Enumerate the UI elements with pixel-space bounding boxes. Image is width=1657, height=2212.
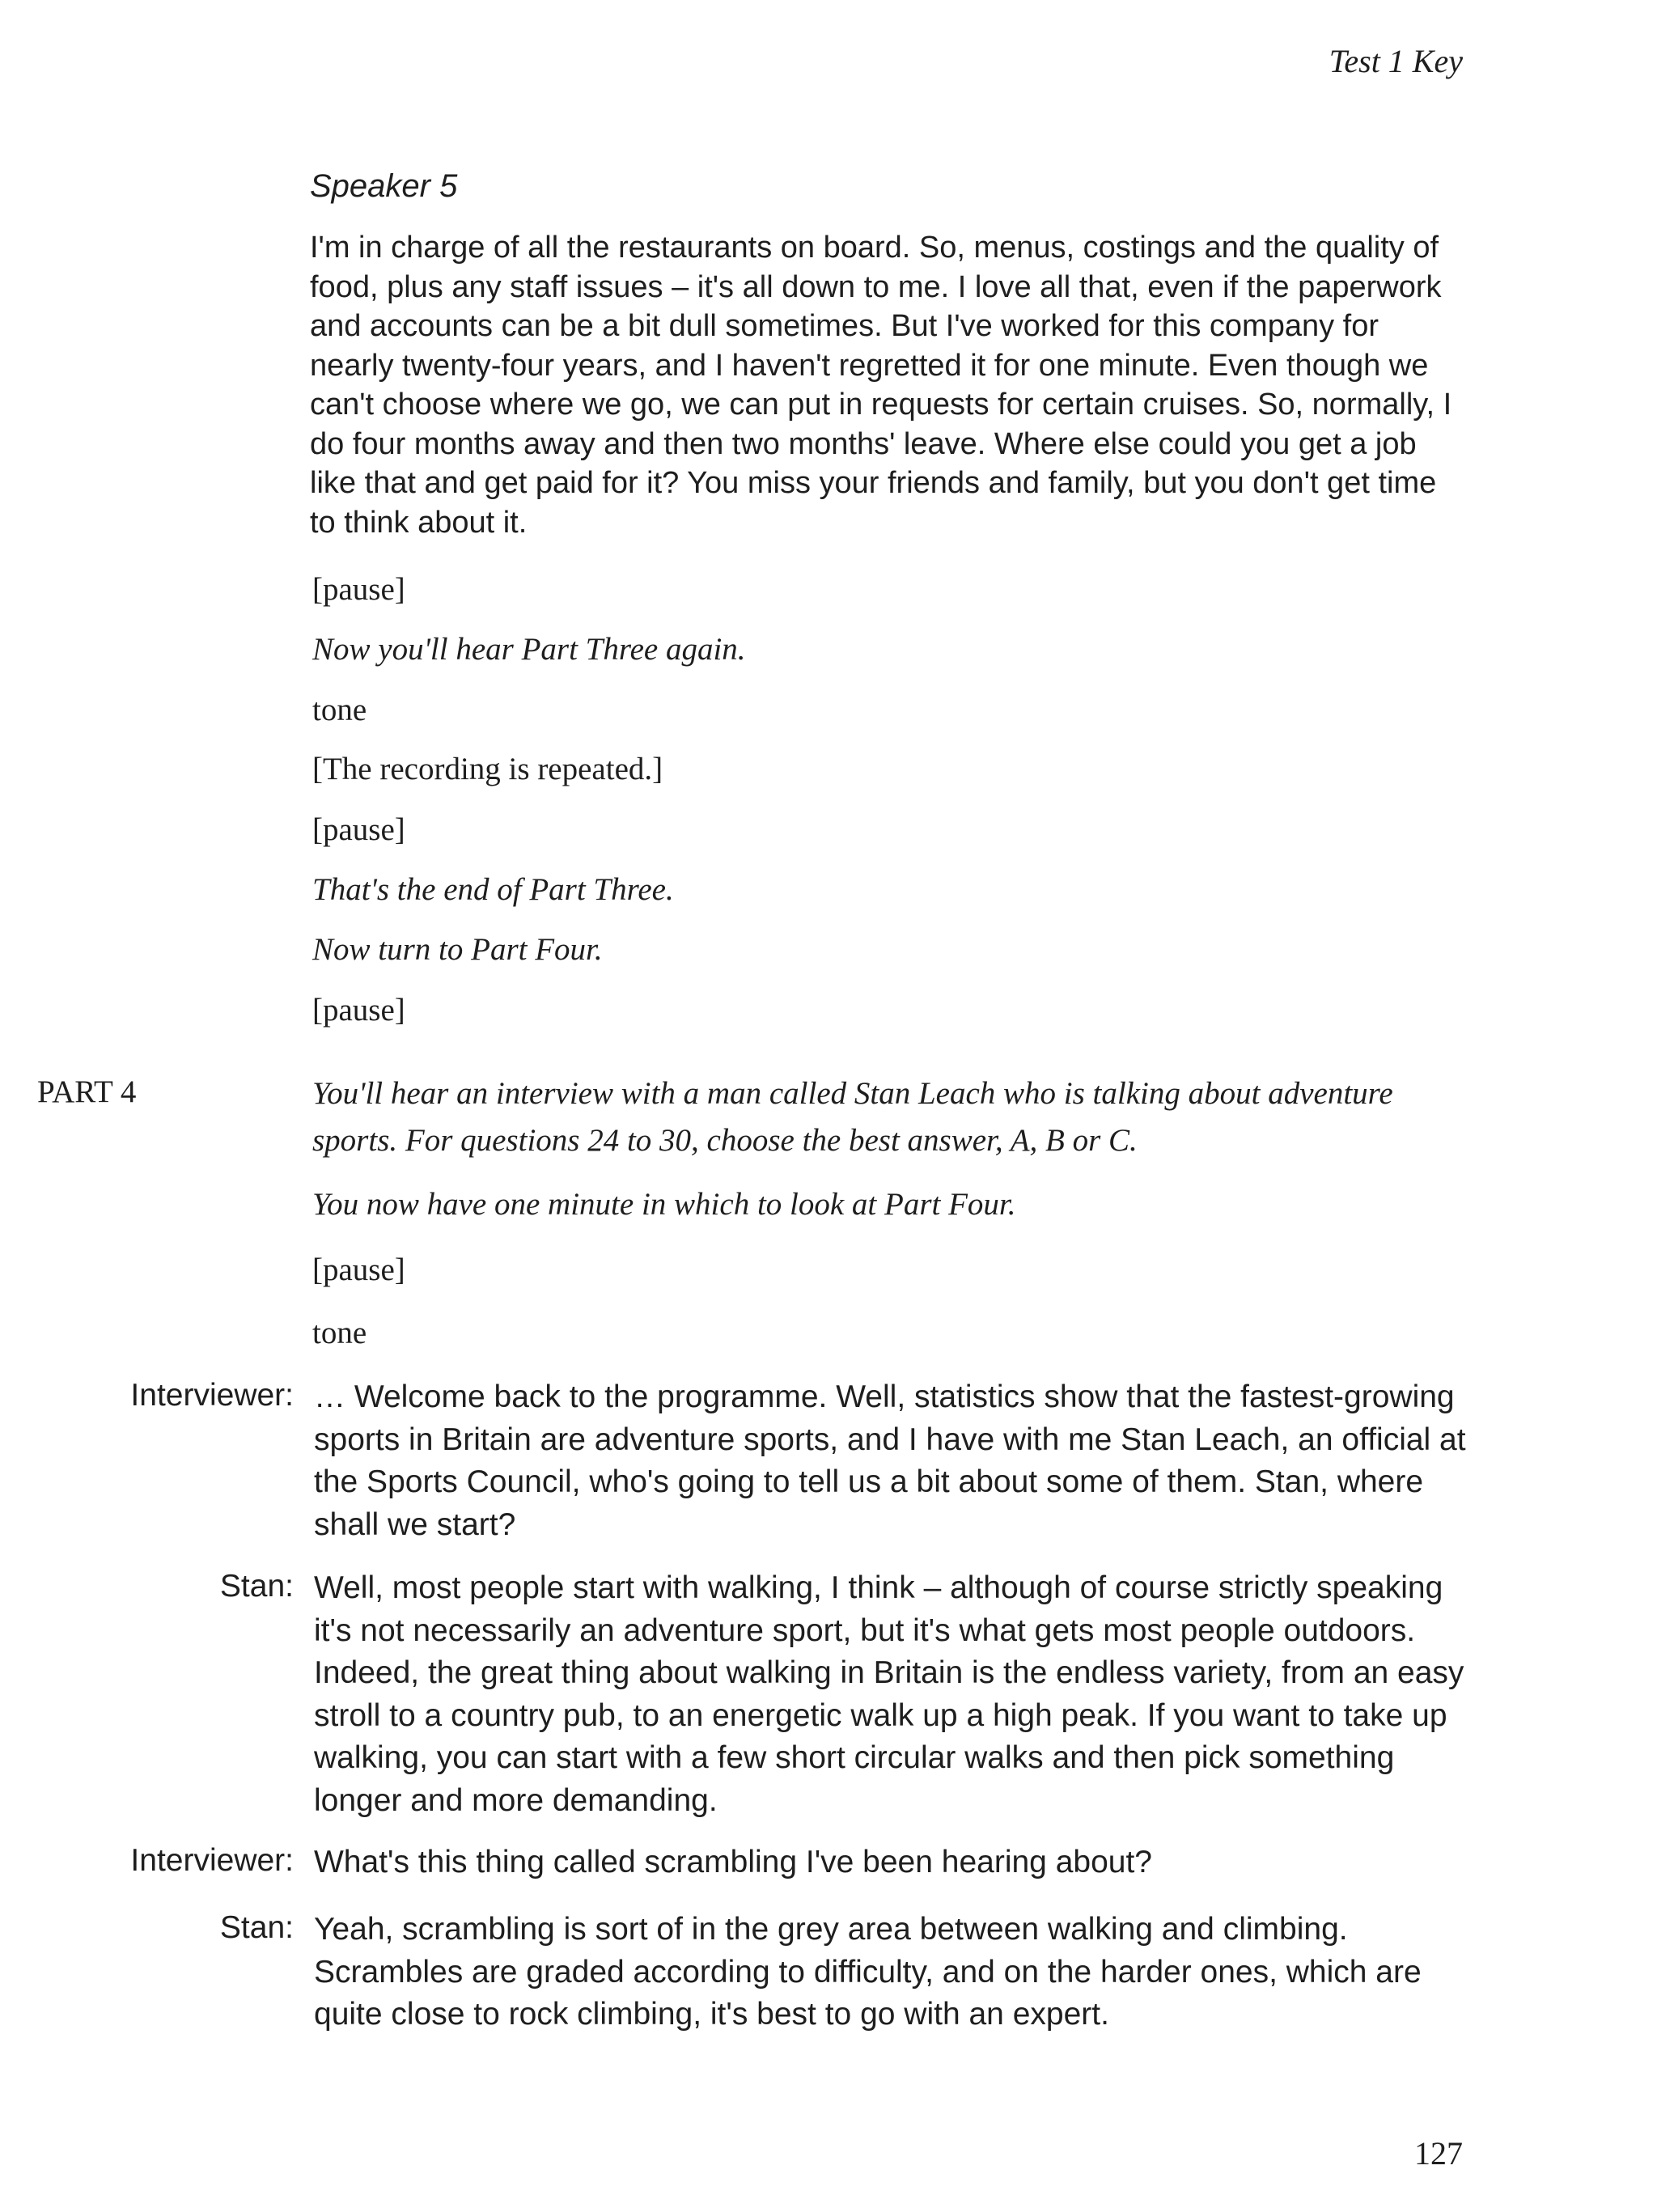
speaker-label-interviewer: Interviewer: — [130, 1843, 294, 1878]
dialogue-turn: What's this thing called scrambling I've been hearing about? — [314, 1845, 1152, 1879]
instruction-end-part-three: That's the end of Part Three. — [312, 872, 674, 907]
speaker-label-stan: Stan: — [219, 1569, 294, 1604]
part-4-introduction: You'll hear an interview with a man called Stan Leach who is talking about adventure sports. For questions 24 to 30, choose the best answer, A, B or C. — [312, 1076, 1393, 1158]
part-4-label: PART 4 — [37, 1074, 137, 1109]
speaker-5-paragraph: I'm in charge of all the restaurants on board. So, menus, costings and the quality of food, plus any staff issues – it's all down to me. I love all that, even if the paperwork and accounts can be a bit dull sometimes. But I've worked for this company for nearly twenty-four years, and I haven't regretted it for one minute. Even though we can't choose where we go, we can put in requests for certain cruises. So, normally, I do four months away and then two months' leave. Where else could you get a job like that and get paid for it? You miss your friends and family, but you don't get time to think about it. — [310, 231, 1452, 540]
speaker-label-interviewer: Interviewer: — [130, 1378, 294, 1413]
stage-direction-repeated: [The recording is repeated.] — [312, 752, 663, 786]
page-number: 127 — [1414, 2135, 1463, 2172]
dialogue-turn: … Welcome back to the programme. Well, statistics show that the fastest-growing sports in Britain are adventure sports, and I have with me Stan Leach, an official at the Sports Council, who's going to tell us a bit about some of them. Stan, where shall we start? — [314, 1379, 1466, 1542]
stage-direction-pause: [pause] — [312, 993, 405, 1028]
instruction-one-minute: You now have one minute in which to look at Part Four. — [312, 1187, 1016, 1222]
stage-direction-pause: [pause] — [312, 812, 405, 847]
speaker-5-heading: Speaker 5 — [310, 168, 458, 204]
stage-direction-pause: [pause] — [312, 572, 405, 607]
stage-direction-tone: tone — [312, 1316, 367, 1350]
instruction-turn-part-four: Now turn to Part Four. — [312, 932, 603, 967]
stage-direction-pause: [pause] — [312, 1252, 405, 1287]
stage-direction-tone: tone — [312, 693, 367, 727]
dialogue-turn: Well, most people start with walking, I think – although of course strictly speaking it's not necessarily an adventure sport, but it's what gets most people outdoors. Indeed, the great thing about walking in Britain is the endless variety, from an easy stroll to a country pub, to an energetic walk up a high peak. If you want to take up walking, you can start with a few short circular walks and then pick something longer and more demanding. — [314, 1570, 1464, 1818]
speaker-label-stan: Stan: — [219, 1910, 294, 1945]
running-header: Test 1 Key — [1329, 43, 1463, 79]
dialogue-turn: Yeah, scrambling is sort of in the grey area between walking and climbing. Scrambles are graded according to difficulty, and on the harder ones, which are quite close to rock climbing, it's best to go with an expert. — [314, 1912, 1422, 2032]
instruction-hear-again: Now you'll hear Part Three again. — [312, 632, 746, 667]
